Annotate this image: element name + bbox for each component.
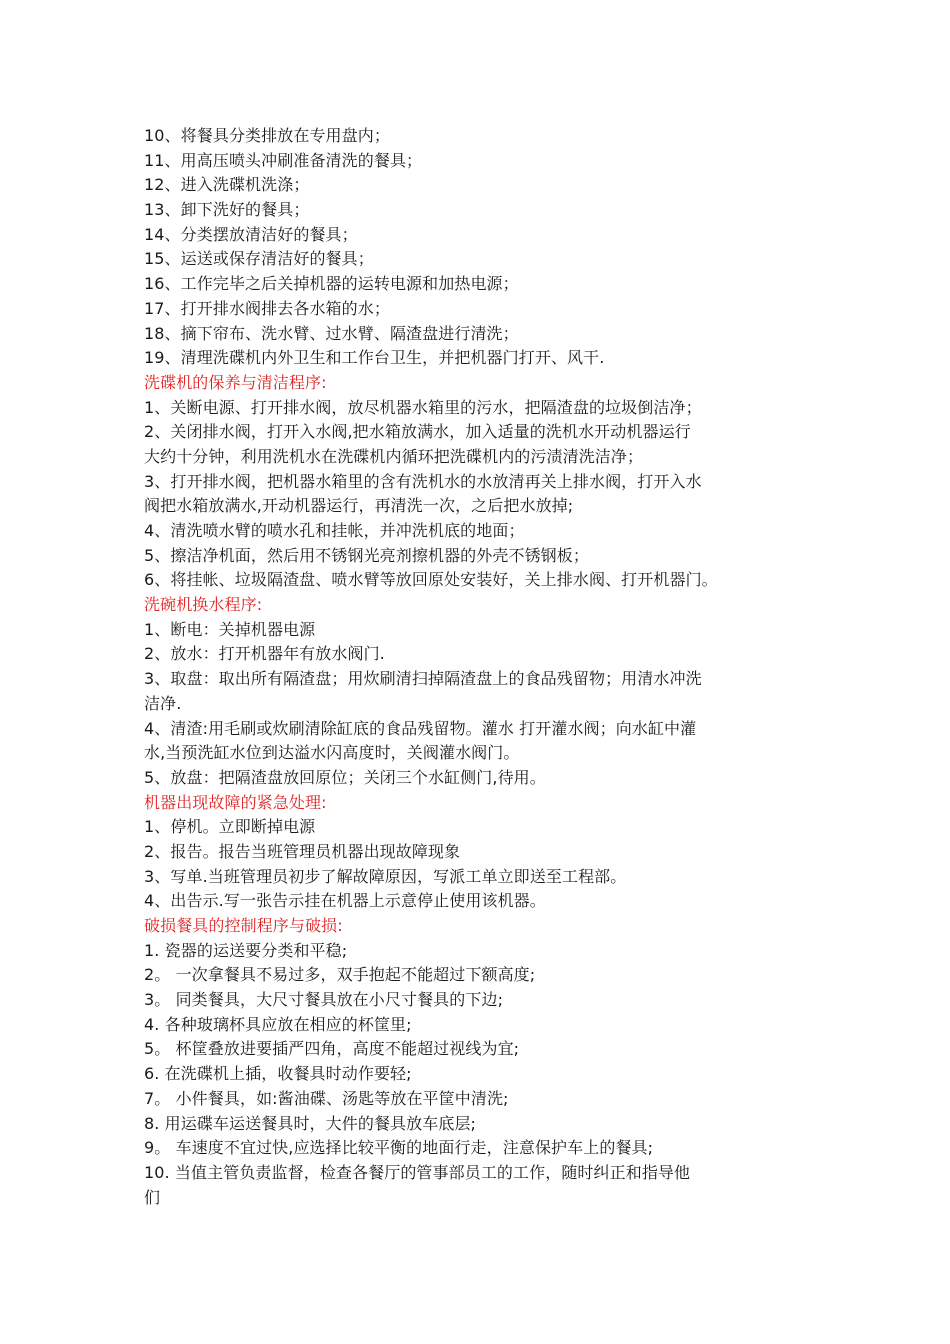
text-line: 6、将挂帐、垃圾隔渣盘、喷水臂等放回原处安装好，关上排水阀、打开机器门。	[144, 570, 718, 590]
text-line: 4. 各种玻璃杯具应放在相应的杯筐里;	[144, 1014, 412, 1034]
text-line: 10. 当值主管负责监督，检查各餐厅的管事部员工的工作，随时纠正和指导他	[144, 1162, 691, 1182]
text-line: 1、关断电源、打开排水阀，放尽机器水箱里的污水，把隔渣盘的垃圾倒洁净；	[144, 397, 702, 417]
text-line: 洁净.	[144, 693, 182, 713]
text-line: 4、出告示.写一张告示挂在机器上示意停止使用该机器。	[144, 891, 546, 911]
text-line: 3、写单.当班管理员初步了解故障原因，写派工单立即送至工程部。	[144, 866, 627, 886]
text-line: 们	[144, 1187, 161, 1207]
text-line: 15、运送或保存清洁好的餐具；	[144, 249, 374, 269]
text-line: 3、取盘：取出所有隔渣盘；用炊刷清扫掉隔渣盘上的食品残留物；用清水冲洗	[144, 669, 702, 689]
text-line: 12、进入洗碟机洗涤；	[144, 175, 310, 195]
text-line: 2、关闭排水阀，打开入水阀,把水箱放满水，加入适量的洗机水开动机器运行	[144, 422, 691, 442]
text-line: 13、卸下洗好的餐具；	[144, 200, 310, 220]
section-heading: 破损餐具的控制程序与破损:	[144, 916, 343, 935]
text-line: 3。 同类餐具，大尺寸餐具放在小尺寸餐具的下边;	[144, 990, 504, 1010]
text-line: 19、清理洗碟机内外卫生和工作台卫生，并把机器门打开、风干.	[144, 348, 605, 368]
text-line: 水,当预洗缸水位到达溢水闪高度时，关阀灌水阀门。	[144, 743, 520, 763]
document-body	[144, 124, 834, 1210]
text-line: 阀把水箱放满水,开动机器运行，再清洗一次，之后把水放掉;	[144, 496, 574, 516]
text-line: 14、分类摆放清洁好的餐具；	[144, 224, 358, 244]
text-line: 2、放水：打开机器年有放水阀门.	[144, 644, 385, 664]
text-line: 2、报告。报告当班管理员机器出现故障现象	[144, 841, 461, 861]
text-line: 1、断电：关掉机器电源	[144, 619, 316, 639]
text-line: 大约十分钟，利用洗机水在洗碟机内循环把洗碟机内的污渍清洗洁净；	[144, 446, 644, 466]
text-line: 5。 杯筐叠放进要插严四角，高度不能超过视线为宜;	[144, 1039, 520, 1059]
text-line: 7。 小件餐具，如:酱油碟、汤匙等放在平筐中清洗;	[144, 1088, 509, 1108]
text-line: 2。 一次拿餐具不易过多，双手抱起不能超过下额高度;	[144, 965, 536, 985]
text-line: 17、打开排水阀排去各水箱的水；	[144, 298, 390, 318]
text-line: 8. 用运碟车运送餐具时，大件的餐具放车底层;	[144, 1113, 477, 1133]
text-line: 11、用高压喷头冲刷准备清洗的餐具；	[144, 150, 423, 170]
text-line: 10、将餐具分类排放在专用盘内；	[144, 126, 390, 145]
text-line: 6. 在洗碟机上插，收餐具时动作要轻;	[144, 1064, 412, 1084]
section-heading: 机器出现故障的紧急处理:	[144, 792, 327, 812]
text-line: 9。 车速度不宜过快,应选择比较平衡的地面行走，注意保护车上的餐具;	[144, 1138, 654, 1158]
text-line: 4、清渣:用毛刷或炊刷清除缸底的食品残留物。灌水 打开灌水阀；向水缸中灌	[144, 718, 697, 738]
section-heading: 洗碟机的保养与清洁程序:	[144, 372, 327, 392]
text-line: 1、停机。立即断掉电源	[144, 817, 316, 837]
text-line: 18、摘下帘布、洗水臂、过水臂、隔渣盘进行清洗；	[144, 323, 519, 343]
text-line: 4、清洗喷水臂的喷水孔和挂帐，并冲洗机底的地面；	[144, 521, 525, 540]
section-heading: 洗碗机换水程序:	[144, 595, 263, 615]
text-line: 5、擦洁净机面，然后用不锈钢光亮剂擦机器的外壳不锈钢板；	[144, 545, 589, 565]
text-line: 1. 瓷器的运送要分类和平稳;	[144, 940, 348, 960]
text-line: 16、工作完毕之后关掉机器的运转电源和加热电源；	[144, 274, 519, 294]
text-line: 3、打开排水阀，把机器水箱里的含有洗机水的水放清再关上排水阀，打开入水	[144, 471, 702, 491]
text-line: 5、放盘：把隔渣盘放回原位；关闭三个水缸侧门,待用。	[144, 767, 546, 787]
